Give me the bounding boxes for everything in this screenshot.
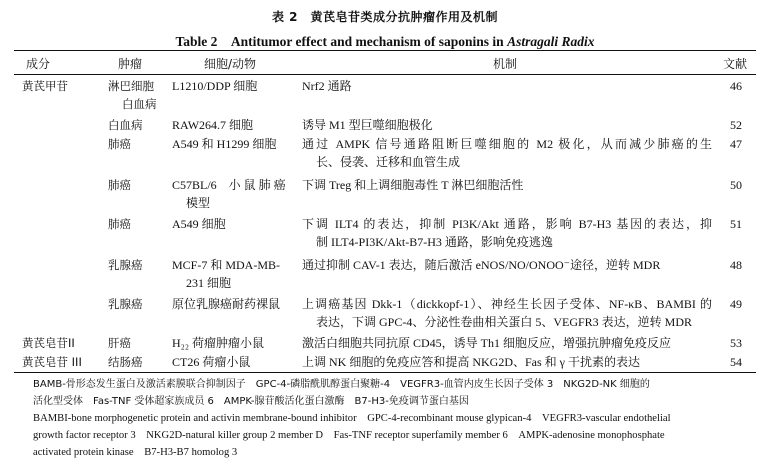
title-english-italic: Astragali Radix [507, 34, 595, 49]
row-model: RAW264.7 细胞 [172, 118, 254, 132]
row-reference: 46 [730, 79, 742, 93]
row-model: C57BL/6 小 鼠 肺 癌 [172, 178, 286, 192]
row-reference: 51 [730, 217, 742, 231]
row-component: 黄芪甲苷 [22, 79, 68, 93]
row-model: H₂₂ 荷瘤肿瘤小鼠 [172, 336, 265, 350]
row-tumor-line2: 白血病 [122, 97, 157, 111]
footnote-en-line: activated protein kinase B7-H3-B7 homolog 3 [33, 447, 238, 458]
header-reference: 文献 [723, 57, 748, 71]
row-mechanism: 上调癌基因 Dkk-1（dickkopf-1）、神经生长因子受体、NF-κB、BAMBI 的 [302, 297, 712, 311]
table-title-english [0, 30, 770, 50]
row-tumor: 乳腺癌 [108, 297, 143, 311]
row-mechanism: 上调 NK 细胞的免疫应答和提高 NKG2D、Fas 和 γ 干扰素的表达 [302, 355, 640, 369]
row-mechanism: 通过 AMPK 信号通路阻断巨噬细胞的 M2 极化，从而减少肺癌的生 [302, 137, 712, 151]
row-mechanism-line2: 制 ILT4-PI3K/Akt-B7-H3 通路，影响免疫逃逸 [316, 235, 553, 249]
row-mechanism: Nrf2 通路 [302, 79, 352, 93]
header-mechanism: 机制 [493, 57, 518, 71]
row-tumor: 肺癌 [108, 137, 131, 151]
row-tumor: 肝癌 [108, 336, 131, 350]
table-title-chinese: 表 2 黄芪皂苷类成分抗肿瘤作用及机制 [271, 10, 499, 24]
row-reference: 52 [730, 118, 742, 132]
header-component: 成分 [26, 57, 51, 71]
row-component: 黄芪皂苷II [22, 336, 75, 350]
row-mechanism: 激活白细胞共同抗原 CD45，诱导 Th1 细胞反应，增强抗肿瘤免疫反应 [302, 336, 672, 350]
footnote-cn-line: 活化型受体 Fas-TNF 受体超家族成员 6 AMPK-腺苷酸活化蛋白激酶 B7-H3-免疫调节蛋白基因 [33, 396, 469, 407]
row-model-line2: 231 细胞 [186, 276, 232, 290]
header-rule [14, 74, 756, 75]
row-model: A549 和 H1299 细胞 [172, 137, 277, 151]
row-tumor: 结肠癌 [108, 355, 143, 369]
row-model: 原位乳腺癌耐药裸鼠 [172, 297, 281, 311]
footnote-cn-line: BAMB-骨形态发生蛋白及激活素膜联合抑制因子 GPC-4-磷脂酰肌醇蛋白聚糖-4 VEGFR3-血管内皮生长因子受体 3 NKG2D-NK 细胞的 [33, 379, 650, 390]
row-model: A549 细胞 [172, 217, 226, 231]
row-model: MCF-7 和 MDA-MB- [172, 258, 281, 272]
row-tumor: 乳腺癌 [108, 258, 143, 272]
row-reference: 53 [730, 336, 742, 350]
row-reference: 50 [730, 178, 742, 192]
row-model: CT26 荷瘤小鼠 [172, 355, 251, 369]
top-rule [14, 50, 756, 51]
title-english-text: Table 2 Antitumor effect and mechanism of saponins in [175, 34, 508, 49]
row-mechanism: 下调 ILT4 的表达，抑制 PI3K/Akt 通路，影响 B7-H3 基因的表达，抑 [302, 217, 712, 231]
row-mechanism: 通过抑制 CAV-1 表达，随后激活 eNOS/NO/ONOO⁻途径，逆转 MDR [302, 258, 661, 272]
row-mechanism: 下调 Treg 和上调细胞毒性 T 淋巴细胞活性 [302, 178, 524, 192]
row-tumor: 淋巴细胞 [108, 79, 154, 93]
row-reference: 47 [730, 137, 742, 151]
row-mechanism: 诱导 M1 型巨噬细胞极化 [302, 118, 433, 132]
footnote-en-line: growth factor receptor 3 NKG2D-natural killer group 2 member D Fas-TNF receptor superfamily member 6 AMPK-adenosine monophosphate [33, 430, 665, 441]
row-mechanism-line2: 长、侵袭、迁移和血管生成 [316, 155, 461, 169]
row-tumor: 肺癌 [108, 178, 131, 192]
row-model-line2: 模型 [186, 196, 211, 210]
row-tumor: 白血病 [108, 118, 143, 132]
row-mechanism-line2: 表达，下调 GPC-4、分泌性卷曲相关蛋白 5、VEGFR3 表达，逆转 MDR [316, 315, 693, 329]
row-reference: 54 [730, 355, 742, 369]
bottom-rule [14, 372, 756, 373]
row-tumor: 肺癌 [108, 217, 131, 231]
row-reference: 48 [730, 258, 742, 272]
row-model: L1210/DDP 细胞 [172, 79, 258, 93]
footnote-en-line: BAMBI-bone morphogenetic protein and activin membrane-bound inhibitor GPC-4-recombinant mouse glypican-4 VEGFR3-vascular endothelial [33, 413, 671, 424]
row-component: 黄芪皂苷 III [22, 355, 82, 369]
header-model: 细胞/动物 [204, 57, 257, 71]
row-reference: 49 [730, 297, 742, 311]
header-tumor: 肿瘤 [118, 57, 143, 71]
